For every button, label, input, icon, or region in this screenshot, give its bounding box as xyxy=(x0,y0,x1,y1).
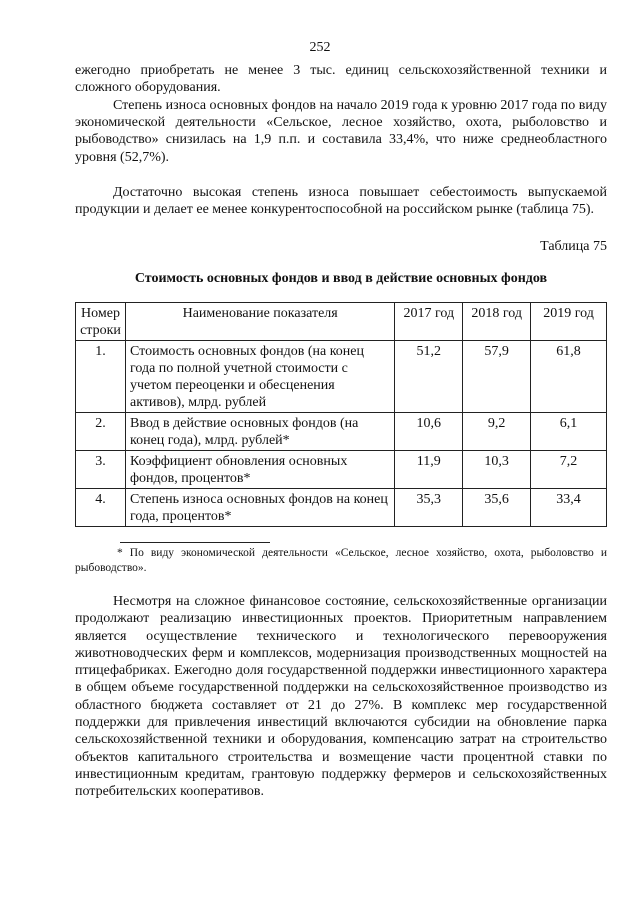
paragraph-4: Несмотря на сложное финансовое состояние, сельскохозяйственные организации продолжают реализацию инвестиционных проектов. Приоритетным направлением является осуществление технического и технологического перевооружения животноводческих ферм и комплексов, модернизация производственных мощностей на птицефабриках. Ежегодно доля государственной поддержки инвестиционного характера в общем объеме государственной поддержки на сельскохозяйственное производство из областного бюджета составляет от 21 до 27%. В комплекс мер государственной поддержки для привлечения инвестиций включаются субсидии на обновление парка сельскохозяйственной техники и оборудования, компенсацию затрат на строительство объектов капитального строительства и возмещение части процентной ставки по инвестиционным кредитам, грантовую поддержку фермеров и сельскохозяйственных потребительских кооперативов. xyxy=(75,594,607,800)
indicator-name: Ввод в действие основных фондов (на конец года), млрд. рублей* xyxy=(125,413,394,451)
value-2018: 9,2 xyxy=(463,413,531,451)
paragraph-1: ежегодно приобретать не менее 3 тыс. единиц сельскохозяйственной техники и сложного оборудования. xyxy=(75,63,607,96)
value-2018: 10,3 xyxy=(463,451,531,489)
indicator-name: Степень износа основных фондов на конец года, процентов* xyxy=(125,489,394,527)
row-number: 3. xyxy=(76,451,126,489)
value-2019: 7,2 xyxy=(531,451,607,489)
value-2018: 57,9 xyxy=(463,341,531,413)
header-2017: 2017 год xyxy=(395,303,463,341)
page-number: 252 xyxy=(309,40,331,55)
footnote: * По виду экономической деятельности «Сельское, лесное хозяйство, охота, рыболовство и рыбоводство». xyxy=(75,547,607,574)
indicator-name: Коэффициент обновления основных фондов, процентов* xyxy=(125,451,394,489)
table-label: Таблица 75 xyxy=(540,239,607,254)
paragraph-3: Достаточно высокая степень износа повышает себестоимость выпускаемой продукции и делает ее менее конкурентоспособной на российском рынке (таблица 75). xyxy=(75,185,607,218)
value-2019: 33,4 xyxy=(531,489,607,527)
row-number: 4. xyxy=(76,489,126,527)
value-2017: 10,6 xyxy=(395,413,463,451)
paragraph-2: Степень износа основных фондов на начало 2019 года к уровню 2017 года по виду экономической деятельности «Сельское, лесное хозяйство, охота, рыболовство и рыбоводство» снизилась на 1,9 п.п. и составила 33,4%, что ниже среднеобластного уровня (52,7%). xyxy=(75,98,607,165)
table-row xyxy=(76,413,607,451)
table-title: Стоимость основных фондов и ввод в действие основных фондов xyxy=(134,271,548,286)
indicator-name: Стоимость основных фондов (на конец года по полной учетной стоимости с учетом переоценки и обесценения активов), млрд. рублей xyxy=(125,341,394,413)
table-header-row xyxy=(76,303,607,341)
value-2019: 61,8 xyxy=(531,341,607,413)
table-row xyxy=(76,489,607,527)
header-2019: 2019 год xyxy=(531,303,607,341)
value-2017: 11,9 xyxy=(395,451,463,489)
value-2018: 35,6 xyxy=(463,489,531,527)
header-2018: 2018 год xyxy=(463,303,531,341)
row-number: 2. xyxy=(76,413,126,451)
table-row xyxy=(76,341,607,413)
row-number: 1. xyxy=(76,341,126,413)
value-2017: 35,3 xyxy=(395,489,463,527)
data-table xyxy=(75,302,607,527)
header-row-number: Номер строки xyxy=(76,303,126,341)
header-indicator-name: Наименование показателя xyxy=(125,303,394,341)
footnote-divider xyxy=(120,542,270,543)
table-row xyxy=(76,451,607,489)
value-2019: 6,1 xyxy=(531,413,607,451)
value-2017: 51,2 xyxy=(395,341,463,413)
